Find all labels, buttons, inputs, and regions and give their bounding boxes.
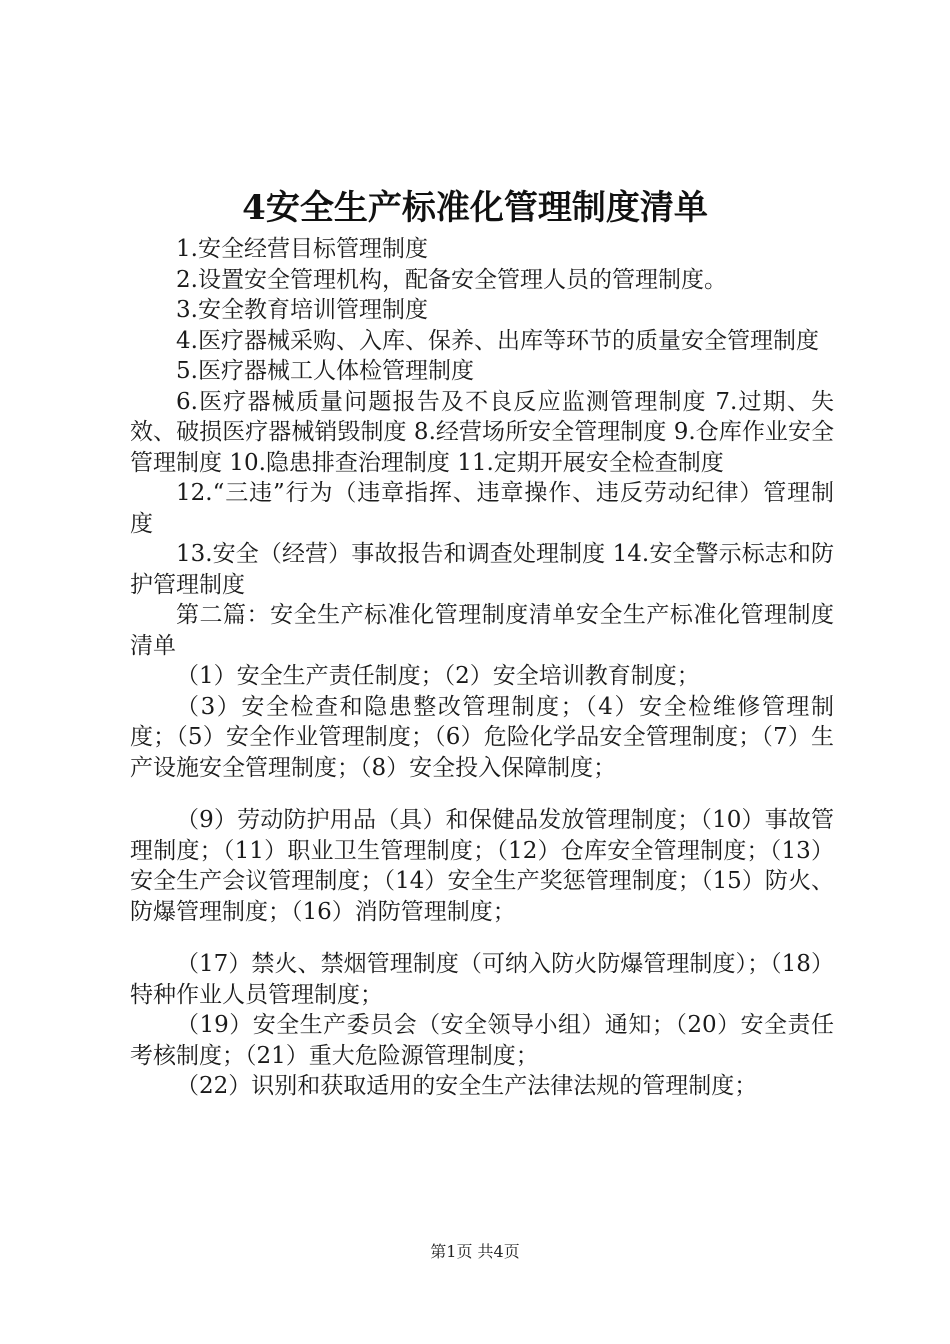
- paragraph: （9）劳动防护用品（具）和保健品发放管理制度；（10）事故管理制度；（11）职业卫生管理制度；（12）仓库安全管理制度；（13）安全生产会议管理制度；（14）安全生产奖惩管理制度；（15）防火、防爆管理制度；（16）消防管理制度；: [130, 807, 834, 925]
- paragraph: （22）识别和获取适用的安全生产法律法规的管理制度；: [176, 1073, 758, 1099]
- paragraph: 4.医疗器械采购、入库、保养、出库等环节的质量安全管理制度: [176, 327, 819, 354]
- paragraph: 6.医疗器械质量问题报告及不良反应监测管理制度 7.过期、失效、破损医疗器械销毁制度 8.经营场所安全管理制度 9.仓库作业安全管理制度 10.隐患排查治理制度 11.定期开展安全检查制度: [130, 388, 834, 476]
- paragraph: （19）安全生产委员会（安全领导小组）通知；（20）安全责任考核制度；（21）重大危险源管理制度；: [130, 1012, 834, 1069]
- paragraph: （3）安全检查和隐患整改管理制度；（4）安全检维修管理制度；（5）安全作业管理制度；（6）危险化学品安全管理制度；（7）生产设施安全管理制度；（8）安全投入保障制度；: [130, 693, 834, 781]
- paragraph: 1.安全经营目标管理制度: [176, 236, 428, 262]
- paragraph: 12.“三违”行为（违章指挥、违章操作、违反劳动纪律）管理制度: [130, 480, 834, 537]
- paragraph: 第二篇：安全生产标准化管理制度清单安全生产标准化管理制度清单: [130, 602, 834, 659]
- page-footer: 第1页 共4页: [430, 1242, 520, 1261]
- paragraph: 5.医疗器械工人体检管理制度: [176, 358, 474, 384]
- paragraph: 2.设置安全管理机构，配备安全管理人员的管理制度。: [176, 266, 727, 293]
- paragraph: 3.安全教育培训管理制度: [176, 297, 428, 323]
- paragraph: （17）禁火、禁烟管理制度（可纳入防火防爆管理制度）；（18）特种作业人员管理制度；: [130, 951, 834, 1008]
- paragraph: （1）安全生产责任制度；（2）安全培训教育制度；: [176, 663, 700, 689]
- document-title: 4安全生产标准化管理制度清单: [242, 188, 708, 228]
- document-body: [130, 234, 834, 1102]
- paragraph: 13.安全（经营）事故报告和调查处理制度 14.安全警示标志和防护管理制度: [130, 541, 834, 598]
